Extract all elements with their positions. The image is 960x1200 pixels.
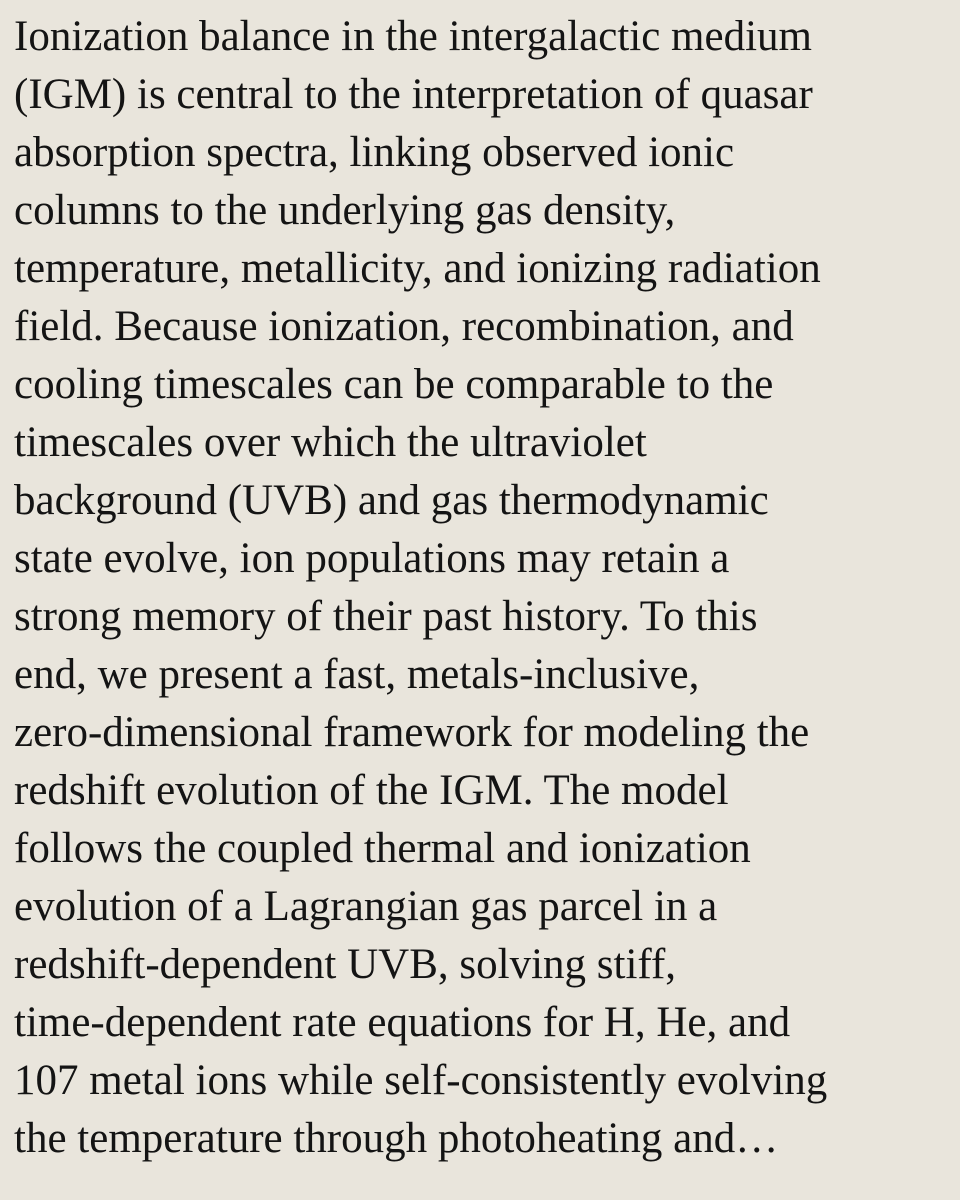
abstract-text — [14, 8, 954, 1168]
text-line: end, we present a fast, metals-inclusive, — [14, 651, 700, 698]
text-line: absorption spectra, linking observed ionic — [14, 129, 735, 176]
text-line: redshift-dependent UVB, solving stiff, — [14, 941, 677, 988]
text-line: 107 metal ions while self-consistently evolving — [14, 1057, 828, 1104]
text-line: time-dependent rate equations for H, He, and — [14, 999, 791, 1046]
text-line: background (UVB) and gas thermodynamic — [14, 477, 769, 524]
text-line: the temperature through photoheating and… — [14, 1115, 779, 1162]
text-line: evolution of a Lagrangian gas parcel in a — [14, 883, 718, 930]
text-line: (IGM) is central to the interpretation of quasar — [14, 71, 813, 118]
text-line: temperature, metallicity, and ionizing radiation — [14, 245, 821, 292]
text-line: field. Because ionization, recombination, and — [14, 303, 794, 350]
text-line: strong memory of their past history. To this — [14, 593, 758, 640]
text-line: columns to the underlying gas density, — [14, 187, 676, 234]
text-line: zero-dimensional framework for modeling the — [14, 709, 810, 756]
text-line: state evolve, ion populations may retain a — [14, 535, 730, 582]
text-line: redshift evolution of the IGM. The model — [14, 767, 729, 814]
text-line: Ionization balance in the intergalactic medium — [14, 13, 812, 60]
text-line: timescales over which the ultraviolet — [14, 419, 647, 466]
text-line: cooling timescales can be comparable to the — [14, 361, 774, 408]
text-line: follows the coupled thermal and ionization — [14, 825, 751, 872]
